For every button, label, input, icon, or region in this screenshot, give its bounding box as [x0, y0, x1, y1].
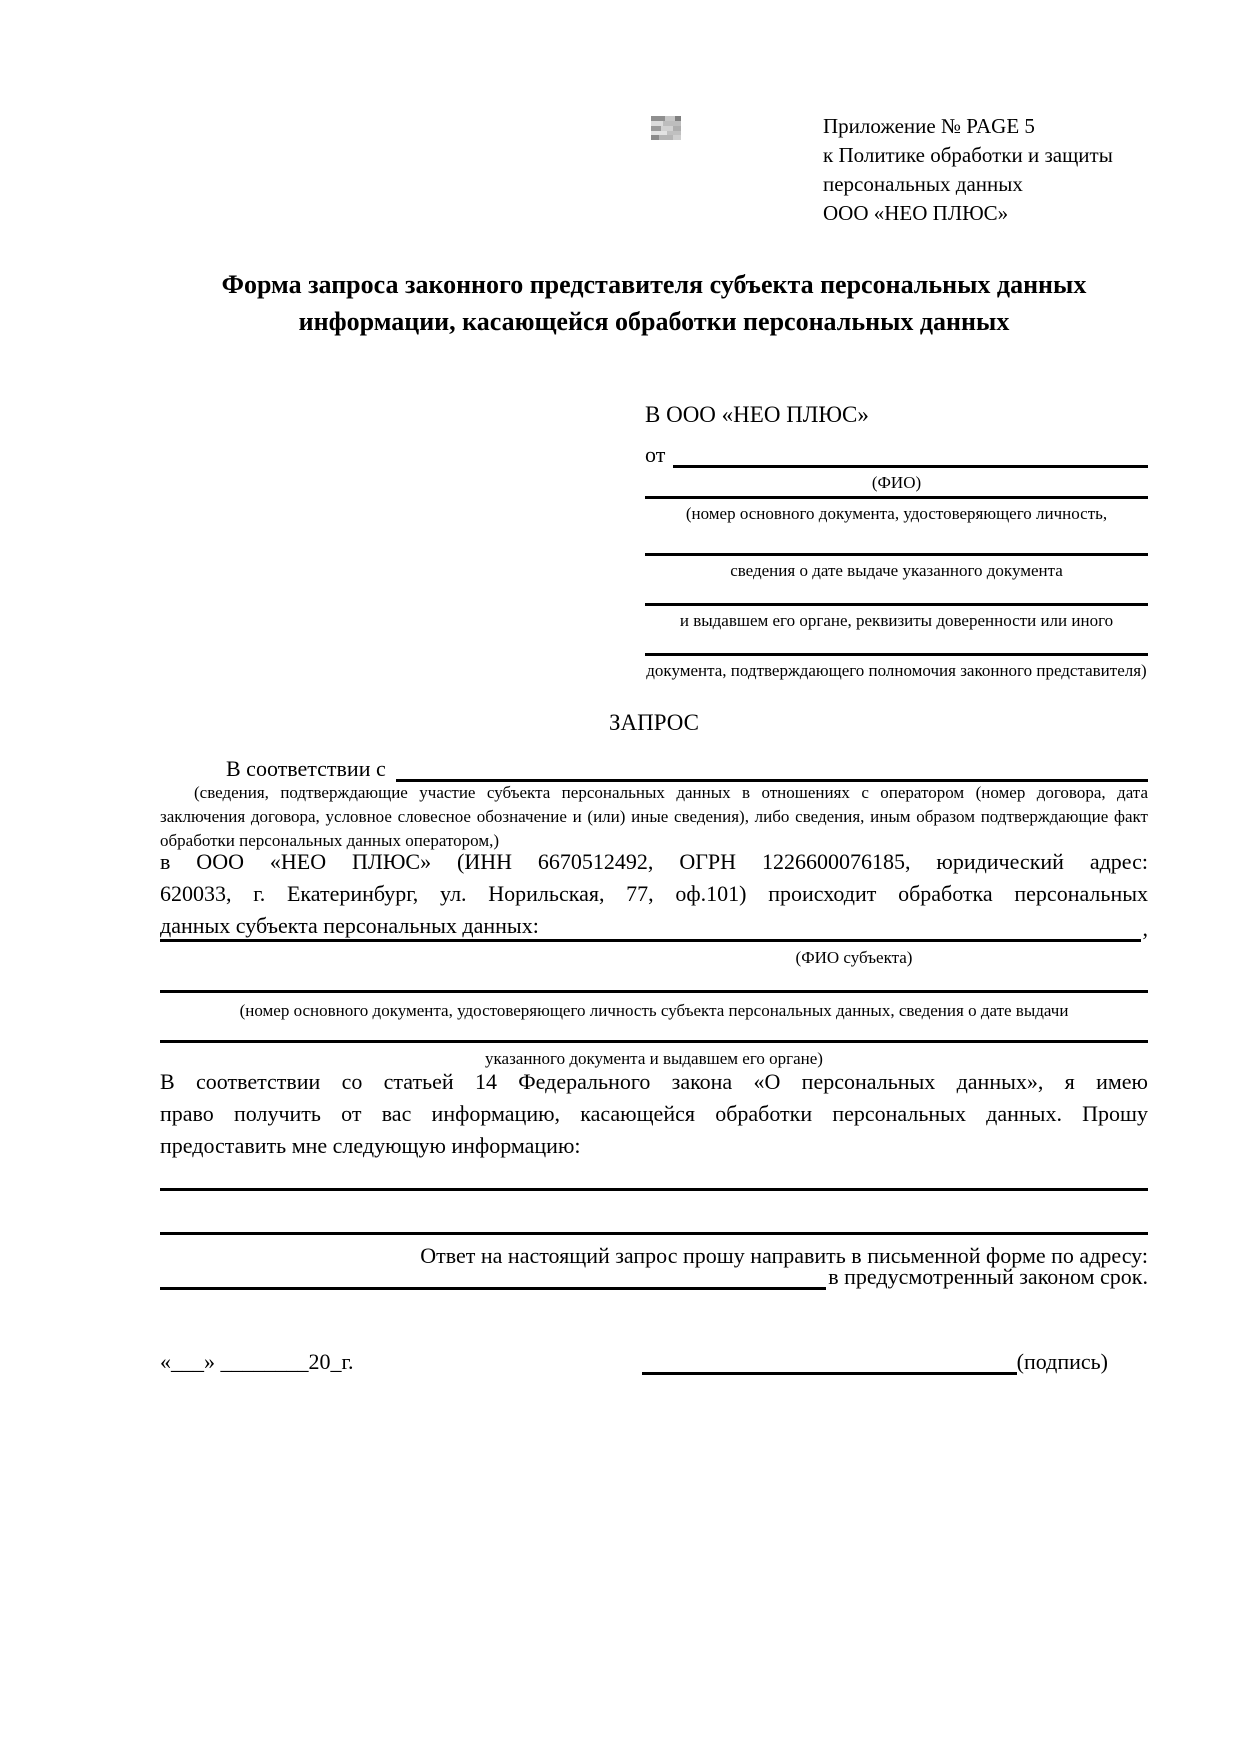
basis-row — [160, 752, 1148, 782]
footer-row — [160, 1348, 1148, 1375]
representative-doc-field-3 — [645, 603, 1148, 631]
appendix-header — [823, 112, 1153, 228]
signature-group — [642, 1348, 1108, 1375]
representative-doc-caption-2: сведения о дате выдаче указанного документа — [730, 561, 1063, 580]
basis-label: В соответствии с — [226, 756, 386, 781]
representative-doc-caption-1: (номер основного документа, удостоверяющего личность, — [685, 504, 1108, 523]
law-paragraph-line-1: В соответствии со статьей 14 Федерального закона «О персональных данных», я имею — [160, 1069, 1148, 1094]
from-row — [645, 438, 1148, 468]
fio-caption: (ФИО) — [871, 473, 922, 492]
reply-intro: Ответ на настоящий запрос прошу направить в письменной форме по адресу: — [420, 1243, 1148, 1268]
subject-fio-fill-line — [160, 939, 1141, 942]
request-heading: ЗАПРОС — [608, 710, 700, 735]
representative-doc-caption-4: документа, подтверждающего полномочия законного представителя) — [646, 661, 1147, 680]
operator-paragraph-line-2: 620033, г. Екатеринбург, ул. Норильская, 77, оф.101) происходит обработка персональных — [160, 881, 1148, 906]
law-paragraph — [160, 1066, 1148, 1162]
representative-doc-fill-line-3 — [645, 603, 1148, 606]
reply-address-fill-line — [160, 1287, 826, 1290]
subject-fio-row — [160, 914, 1148, 942]
subject-doc-caption-bottom: указанного документа и выдавшем его органе) — [485, 1049, 823, 1068]
operator-paragraph-line-3: данных субъекта персональных данных: — [160, 913, 539, 938]
representative-doc-caption-3: и выдавшем его органе, реквизиты доверенности или иного — [679, 611, 1114, 630]
basis-fine-print — [160, 781, 1148, 853]
subject-fio-caption: (ФИО субъекта) — [795, 948, 913, 967]
representative-doc-fill-line-2 — [645, 553, 1148, 556]
fine-print-line-3: обработки персональных данных оператором,) — [160, 831, 500, 850]
reply-address-row — [160, 1262, 1148, 1290]
fine-print-line-2: заключения договора, условное словесное обозначение и (или) иные сведения), либо сведения, иным образом подтверждающие факт — [160, 807, 1148, 826]
subject-line-comma: , — [1142, 916, 1148, 941]
representative-doc-field-2 — [645, 553, 1148, 581]
representative-doc-fill-line-4 — [645, 653, 1148, 656]
addressee-organization: В ООО «НЕО ПЛЮС» — [645, 402, 869, 427]
form-title-line-2: информации, касающейся обработки персональных данных — [298, 307, 1010, 336]
requested-info-fill-line-2 — [160, 1232, 1148, 1235]
signature-caption: (подпись) — [1016, 1349, 1108, 1374]
representative-doc-fill-line-1 — [645, 496, 1148, 499]
requested-info-fill-line-1 — [160, 1188, 1148, 1191]
signature-fill-line — [642, 1348, 1017, 1375]
subject-doc-caption-top: (номер основного документа, удостоверяющего личность субъекта персональных данных, сведения о дате выдачи — [239, 1001, 1069, 1020]
law-paragraph-line-3: предоставить мне следующую информацию: — [160, 1133, 581, 1158]
appendix-header-line-2: к Политике обработки и защиты — [823, 143, 1113, 167]
operator-paragraph-line-1: в ООО «НЕО ПЛЮС» (ИНН 6670512492, ОГРН 1226600076185, юридический адрес: — [160, 849, 1148, 874]
date-blank: «___» ________20_г. — [160, 1349, 354, 1374]
reply-suffix: в предусмотренный законом срок. — [828, 1264, 1148, 1289]
appendix-header-line-3: персональных данных — [823, 172, 1023, 196]
appendix-header-line-4: ООО «НЕО ПЛЮС» — [823, 201, 1009, 225]
form-title — [160, 266, 1148, 340]
representative-doc-field-4 — [645, 653, 1148, 681]
fine-print-line-1: (сведения, подтверждающие участие субъекта персональных данных в отношениях с оператором (номер договора, дата — [194, 783, 1148, 802]
law-paragraph-line-2: право получить от вас информацию, касающейся обработки персональных данных. Прошу — [160, 1101, 1148, 1126]
form-title-line-1: Форма запроса законного представителя субъекта персональных данных — [221, 270, 1087, 299]
representative-fio-fill-line — [673, 465, 1148, 468]
subject-doc-fill-line-1 — [160, 990, 1148, 993]
from-label: от — [645, 442, 666, 467]
addressee-block — [645, 400, 1148, 681]
representative-doc-field-1 — [645, 496, 1148, 524]
appendix-header-line-1: Приложение № PAGE 5 — [823, 114, 1035, 138]
embedded-image-artifact-icon — [651, 116, 681, 143]
subject-doc-fill-line-2 — [160, 1040, 1148, 1043]
